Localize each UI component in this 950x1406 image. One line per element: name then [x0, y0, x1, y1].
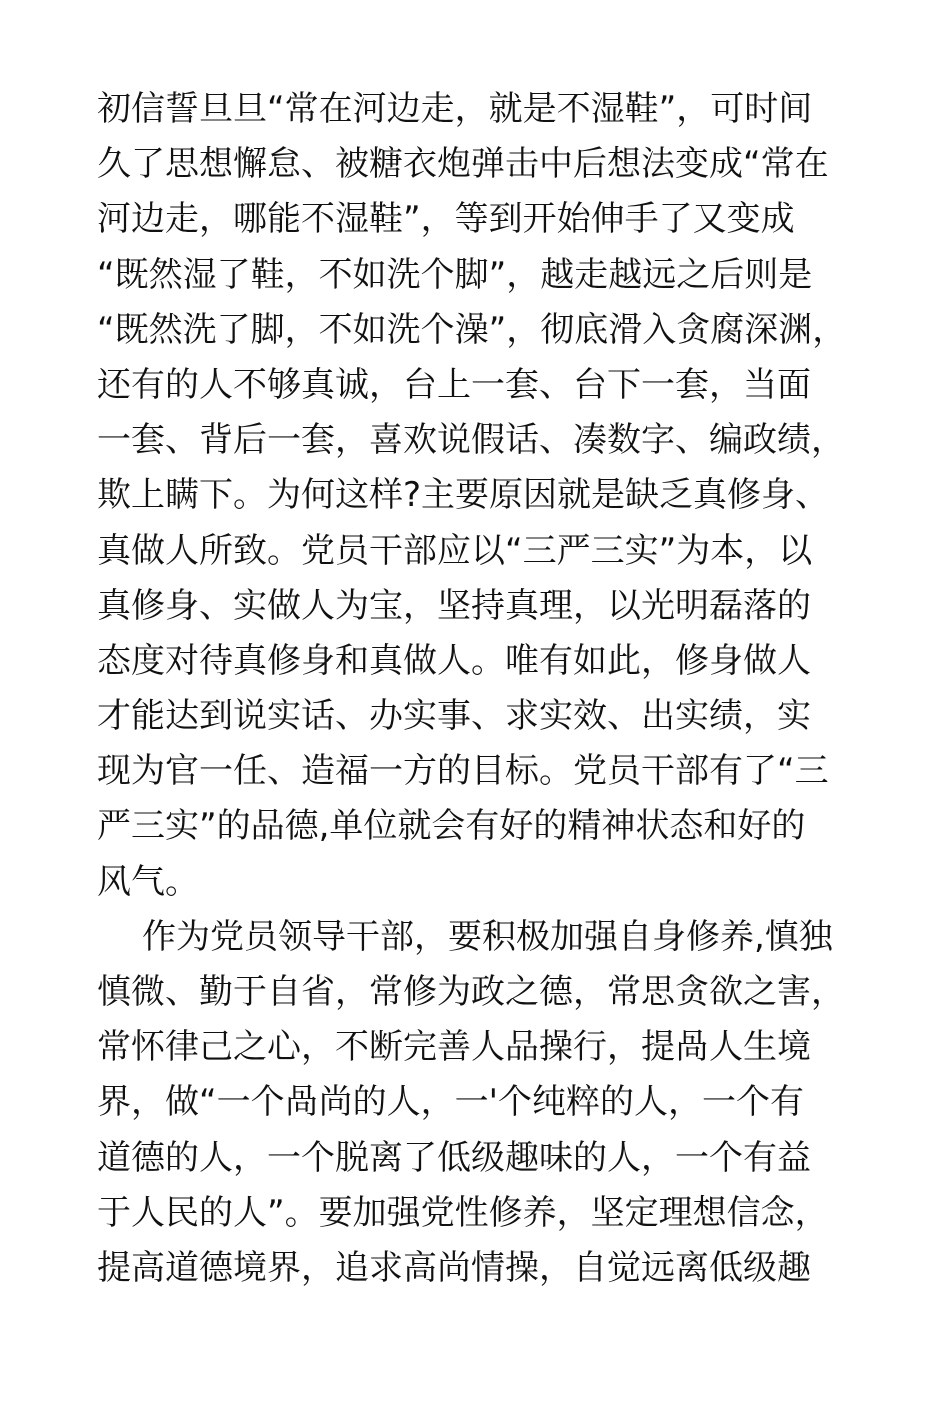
text-line: 于人民的人”。要加强党性修养，坚定理想信念，	[97, 1192, 829, 1233]
text-line: 才能达到说实话、办实事、求实效、出实绩，实	[97, 696, 811, 737]
text-line: 河边走，哪能不湿鞋”，等到开始伸手了又变成	[97, 199, 795, 240]
text-line: 风气。	[97, 861, 199, 902]
text-line: 道德的人，一个脱离了低级趣味的人，一个有益	[97, 1137, 811, 1178]
text-line: “既然湿了鞋，不如洗个脚”，越走越远之后则是	[97, 254, 813, 295]
text-line: 初信誓旦旦“常在河边走，就是不湿鞋”，可时间	[97, 89, 813, 129]
text-line: 还有的人不够真诚，台上一套、台下一套，当面	[97, 364, 811, 405]
text-line: 严三实”的品德,单位就会有好的精神状态和好的	[97, 806, 806, 847]
text-line: 一套、背后一套，喜欢说假话、凑数字、编政绩，	[97, 420, 845, 461]
text-line: 现为官一任、造福一方的目标。党员干部有了“三	[97, 751, 829, 792]
paragraph-start-line: 作为党员领导干部，要积极加强自身修养,慎独	[142, 916, 833, 957]
text-line: 真修身、实做人为宝，坚持真理，以光明磊落的	[97, 585, 811, 626]
text-line: 态度对待真修身和真做人。唯有如此，修身做人	[97, 640, 811, 681]
text-line: “既然洗了脚，不如洗个澡”，彻底滑入贪腐深渊，	[97, 309, 847, 350]
text-line: 界，做“一个咼尚的人，一'个纯粹的人，一个有	[97, 1082, 804, 1123]
text-line: 真做人所致。党员干部应以“三严三实”为本，以	[97, 530, 813, 571]
text-line: 慎微、勤于自省，常修为政之德，常思贪欲之害，	[97, 972, 845, 1012]
text-line: 欺上瞒下。为何这样?主要原因就是缺乏真修身、	[97, 475, 830, 516]
text-line: 久了思想懈怠、被糖衣炮弹击中后想法变成“常在	[97, 144, 829, 185]
text-line: 提高道德境界，追求高尚情操，自觉远离低级趣	[97, 1247, 811, 1288]
body-text	[97, 82, 897, 1296]
text-line: 常怀律己之心，不断完善人品操行，提咼人生境	[97, 1027, 811, 1068]
